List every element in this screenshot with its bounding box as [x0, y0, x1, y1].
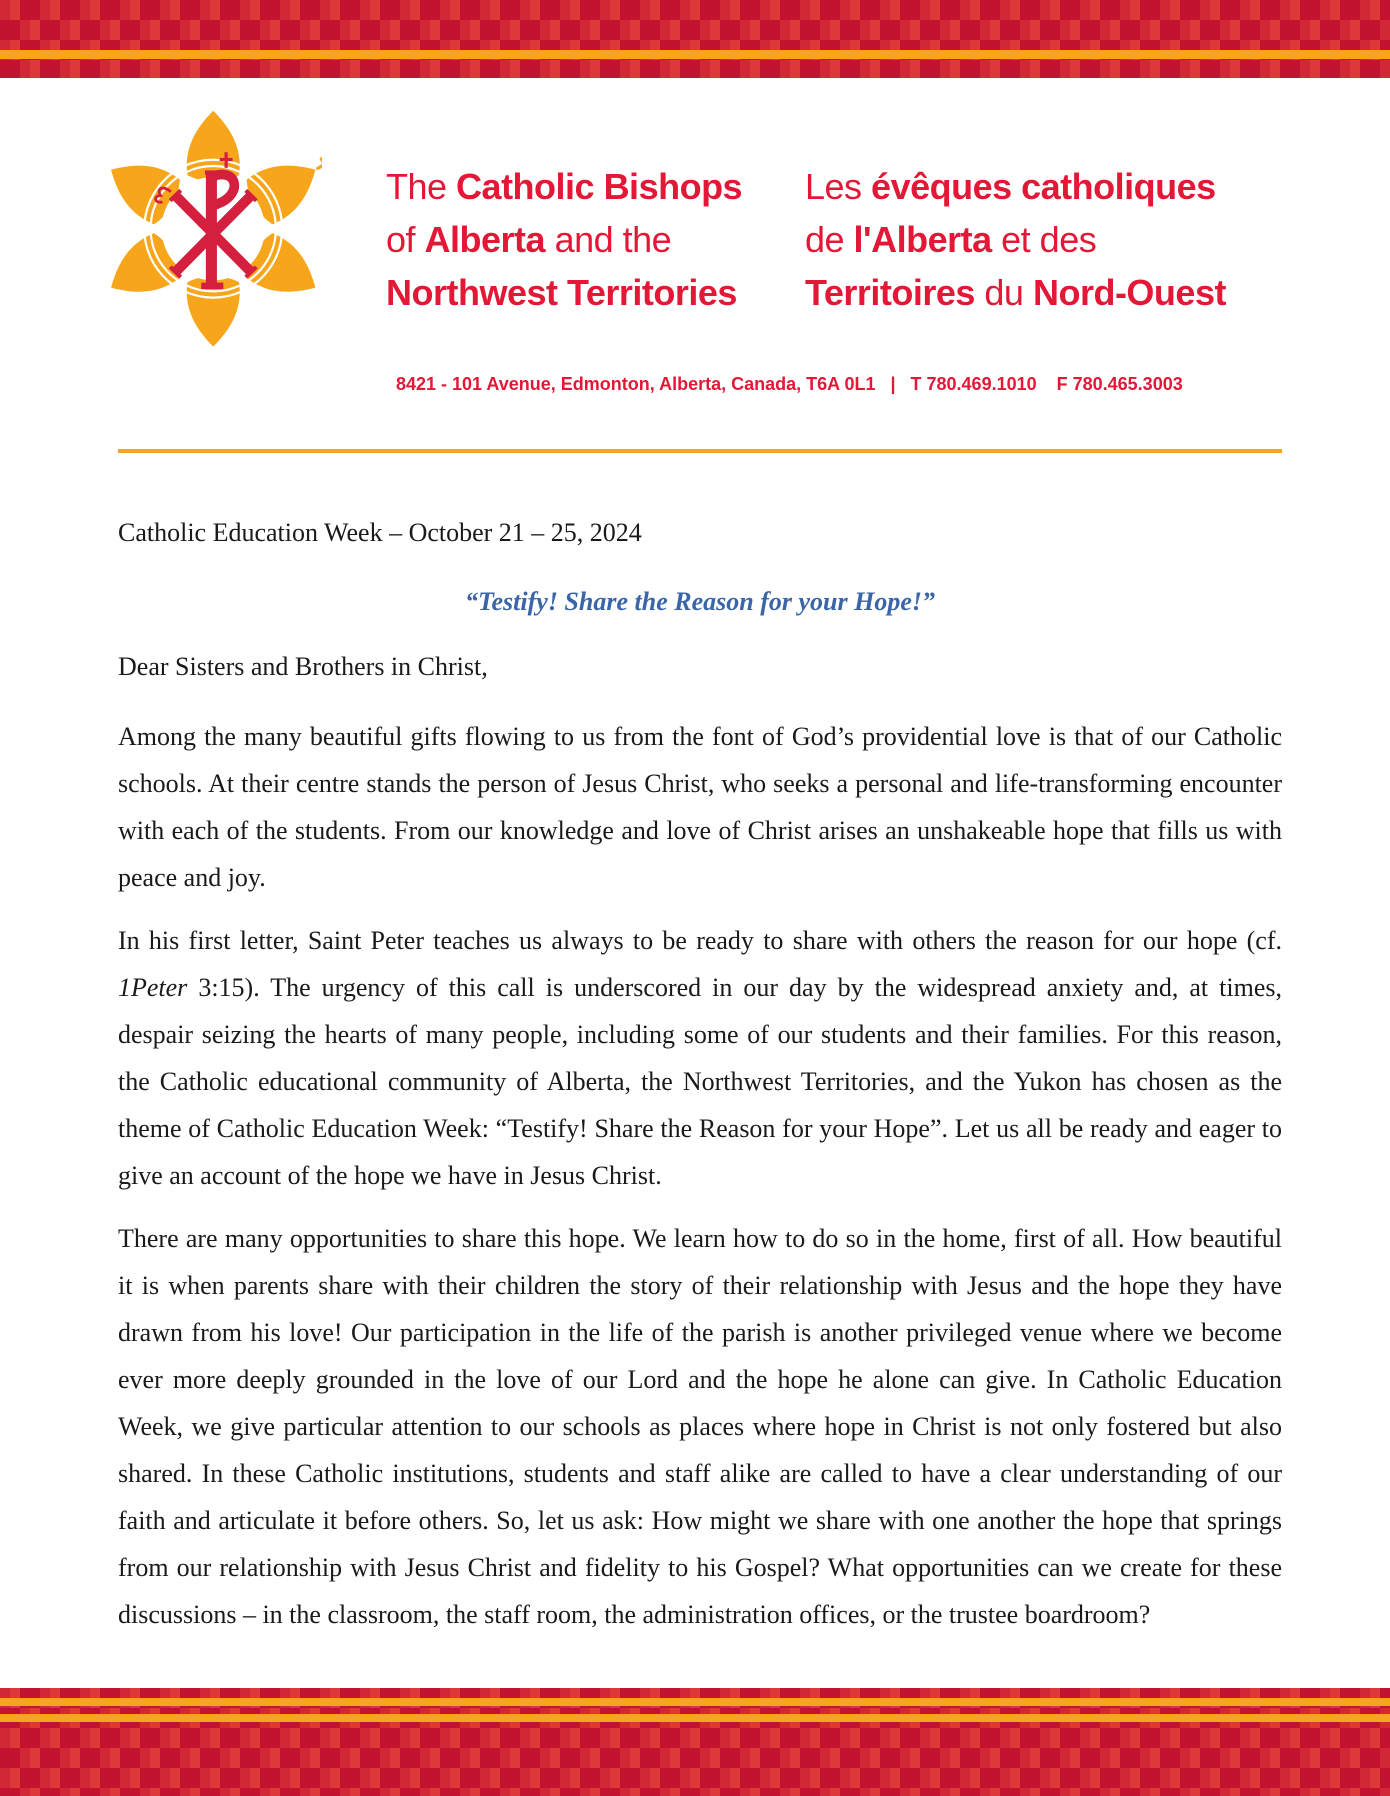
org-name-english — [386, 160, 742, 319]
org-name-fr-line-1: Les évêques catholiques — [805, 166, 1216, 207]
paragraph-2: In his first letter, Saint Peter teaches us always to be ready to share with others the reason for our hope (cf. 1Peter 3:15). The urgency of this call is underscored in our day by the widespread anxiety and, at times, despair seizing the hearts of many people, including some of our students and their families. For this reason, the Catholic educational community of Alberta, the Northwest Territories, and the Yukon has chosen as the theme of Catholic Education Week: “Testify! Share the Reason for your Hope”. Let us all be ready and eager to give an account of the hope we have in Jesus Christ. — [118, 926, 1282, 1190]
org-name-en-line-1: The Catholic Bishops — [386, 166, 743, 207]
address-line: 8421 - 101 Avenue, Edmonton, Alberta, Canada, T6A 0L1 | T 780.469.1010 F 780.465.3003 — [396, 374, 1183, 394]
border-top-orange-stripe — [0, 50, 1390, 59]
org-name-en-line-3: Northwest Territories — [386, 272, 737, 313]
border-bottom-orange-stripe-1 — [0, 1698, 1390, 1706]
border-bottom-orange-stripe-2 — [0, 1714, 1390, 1722]
mitre-cross-icon — [315, 155, 322, 174]
paragraph-3: There are many opportunities to share this hope. We learn how to do so in the home, first of all. How beautiful it is when parents share with their children the story of their relationship with Jesus and the hope they have drawn from his love! Our participation in the life of the parish is another privileged venue where we become ever more deeply grounded in the love of our Lord and the hope he alone can give. In Catholic Education Week, we give particular attention to our schools as places where hope in Christ is not only fostered but also shared. In these Catholic institutions, students and staff alike are called to have a clear understanding of our faith and articulate it before others. So, let us ask: How might we share with one another the hope that springs from our relationship with Jesus Christ and fidelity to his Gospel? What opportunities can we create for these discussions – in the classroom, the staff room, the administration offices, or the trustee boardroom? — [118, 1224, 1282, 1629]
scripture-reference: 1Peter — [118, 973, 188, 1002]
org-name-en-line-2: of Alberta and the — [386, 219, 672, 260]
decorative-border-bottom — [0, 1688, 1390, 1796]
theme-quote: “Testify! Share the Reason for your Hope!” — [465, 587, 935, 616]
letter-title: Catholic Education Week – October 21 – 25, 2024 — [118, 518, 642, 547]
salutation: Dear Sisters and Brothers in Christ, — [118, 652, 488, 681]
paragraph-1: Among the many beautiful gifts flowing to us from the font of God’s providential love is that of our Catholic schools. At their centre stands the person of Jesus Christ, who seeks a personal and life-transforming encounter with each of the students. From our knowledge and love of Christ arises an unshakeable hope that fills us with peace and joy. — [118, 722, 1282, 892]
letter-body — [118, 517, 1282, 1654]
org-name-french — [805, 160, 1226, 319]
org-name-fr-line-3: Territoires du Nord-Ouest — [805, 272, 1226, 313]
decorative-border-top — [0, 0, 1390, 78]
org-name-fr-line-2: de l'Alberta et des — [805, 219, 1097, 260]
bishops-flower-chi-rho-logo — [110, 90, 322, 372]
header-divider-rule — [118, 449, 1282, 453]
